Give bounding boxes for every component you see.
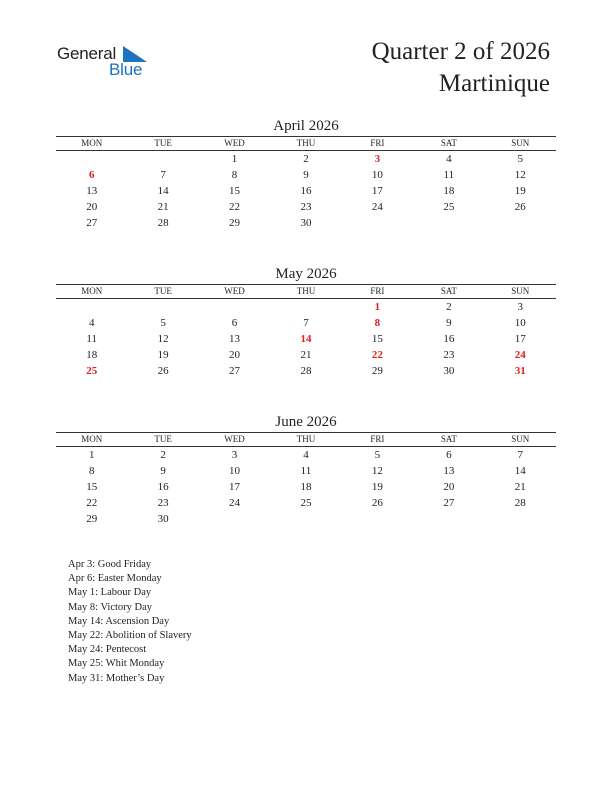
calendar-day: 22 (229, 201, 241, 213)
calendar-day: 19 (514, 185, 526, 197)
weekday-header: THU (270, 433, 341, 447)
calendar-day: 22 (86, 497, 98, 509)
calendar-day: 7 (517, 449, 524, 461)
calendar-day: 17 (229, 481, 241, 493)
calendar-day: 23 (157, 497, 169, 509)
calendar-day: 9 (160, 465, 166, 477)
calendar-week-row (56, 199, 556, 215)
calendar-day: 2 (446, 301, 452, 313)
calendar-day: 27 (229, 365, 241, 377)
holiday-list-item: May 25: Whit Monday (68, 658, 165, 670)
calendar-day: 13 (443, 465, 455, 477)
calendar-day: 20 (443, 481, 455, 493)
holiday-list-item: Apr 6: Easter Monday (68, 573, 162, 585)
calendar-day: 7 (160, 169, 166, 181)
calendar-day: 28 (514, 497, 526, 509)
calendar-day: 14 (157, 185, 169, 197)
calendar-day: 8 (88, 465, 95, 477)
calendar-day: 15 (229, 185, 241, 197)
calendar-day: 21 (157, 201, 169, 213)
calendar-day: 28 (300, 365, 312, 377)
weekday-header: SUN (485, 137, 556, 151)
title-quarter: Quarter 2 of 2026 (371, 38, 550, 65)
calendar-empty-cell (413, 511, 484, 527)
calendar-week-row (56, 463, 556, 479)
month-calendar-june (56, 412, 556, 527)
calendar-week-row (56, 447, 556, 464)
calendar-day: 21 (300, 349, 312, 361)
weekday-header: WED (199, 285, 270, 299)
calendar-day: 10 (229, 465, 241, 477)
calendar-day-holiday: 8 (374, 317, 381, 329)
calendar-day-holiday: 25 (86, 365, 98, 377)
logo-general-text: General (57, 44, 117, 63)
generalblue-logo (57, 44, 157, 84)
calendar-day: 12 (157, 333, 169, 345)
calendar-day: 29 (371, 365, 383, 377)
weekday-header: THU (270, 137, 341, 151)
holiday-list-item: May 31: Mother’s Day (68, 672, 165, 684)
calendar-day: 23 (443, 349, 455, 361)
month-calendar-may (56, 264, 556, 379)
calendar-day: 6 (446, 449, 452, 461)
holiday-list-item: May 8: Victory Day (68, 601, 153, 613)
holiday-list-item: May 24: Pentecost (68, 644, 147, 656)
calendar-day: 18 (443, 185, 455, 197)
weekday-header: SUN (485, 433, 556, 447)
calendar-day: 24 (371, 201, 383, 213)
weekday-header: WED (199, 433, 270, 447)
weekday-header: SAT (413, 433, 484, 447)
calendar-day: 16 (157, 481, 169, 493)
calendar-day: 26 (514, 201, 526, 213)
calendar-week-row (56, 331, 556, 347)
calendar-day: 30 (443, 365, 455, 377)
calendar-day: 2 (303, 153, 309, 165)
title-country: Martinique (438, 70, 550, 97)
weekday-header: WED (199, 137, 270, 151)
calendar-table (56, 432, 556, 527)
calendar-day: 12 (514, 169, 526, 181)
calendar-day: 15 (371, 333, 383, 345)
holiday-list-item: May 1: Labour Day (68, 587, 152, 599)
calendar-day: 27 (86, 217, 98, 229)
calendar-day: 13 (229, 333, 241, 345)
page-title (372, 36, 550, 100)
calendar-day: 3 (517, 301, 524, 313)
calendar-day: 18 (300, 481, 312, 493)
calendar-day-holiday: 24 (514, 349, 526, 361)
calendar-empty-cell (270, 511, 341, 527)
weekday-header: THU (270, 285, 341, 299)
calendar-day: 5 (160, 317, 166, 329)
calendar-day: 9 (446, 317, 452, 329)
month-name: April 2026 (273, 118, 339, 134)
calendar-empty-cell (342, 511, 413, 527)
calendar-day: 10 (371, 169, 383, 181)
calendar-week-row (56, 151, 556, 168)
calendar-day: 25 (443, 201, 455, 213)
calendar-day: 20 (229, 349, 241, 361)
weekday-header: MON (56, 137, 127, 151)
calendar-day: 5 (517, 153, 524, 165)
calendar-day: 26 (157, 365, 169, 377)
calendar-day: 5 (374, 449, 381, 461)
calendar-day: 25 (300, 497, 312, 509)
calendar-day: 6 (231, 317, 238, 329)
calendar-week-row (56, 495, 556, 511)
calendar-day: 19 (371, 481, 383, 493)
calendar-empty-cell (127, 299, 198, 316)
calendar-day: 28 (157, 217, 169, 229)
calendar-week-row (56, 167, 556, 183)
weekday-header: FRI (342, 433, 413, 447)
month-name: June 2026 (275, 414, 337, 430)
calendar-empty-cell (56, 151, 127, 168)
calendar-day: 11 (300, 465, 312, 477)
calendar-empty-cell (485, 511, 556, 527)
calendar-day: 7 (303, 317, 309, 329)
calendar-empty-cell (270, 299, 341, 316)
calendar-empty-cell (342, 215, 413, 231)
month-name: May 2026 (275, 266, 337, 282)
logo-blue-text: Blue (109, 60, 143, 79)
calendar-empty-cell (413, 215, 484, 231)
weekday-header: SUN (485, 285, 556, 299)
calendar-day-holiday: 1 (374, 301, 381, 313)
calendar-day: 17 (371, 185, 383, 197)
calendar-day: 13 (86, 185, 98, 197)
holiday-list-item: Apr 3: Good Friday (68, 559, 152, 570)
weekday-header: SAT (413, 285, 484, 299)
calendar-day: 29 (86, 513, 98, 525)
holiday-list (68, 558, 192, 686)
weekday-header: SAT (413, 137, 484, 151)
calendar-day-holiday: 14 (300, 333, 312, 345)
calendar-empty-cell (56, 299, 127, 316)
calendar-day: 14 (514, 465, 526, 477)
calendar-day-holiday: 6 (88, 169, 95, 181)
calendar-empty-cell (127, 151, 198, 168)
calendar-empty-cell (485, 215, 556, 231)
calendar-day: 20 (86, 201, 98, 213)
calendar-day-holiday: 3 (374, 153, 381, 165)
weekday-header: FRI (342, 137, 413, 151)
calendar-day: 18 (86, 349, 98, 361)
calendar-day: 15 (86, 481, 98, 493)
calendar-week-row (56, 363, 556, 379)
calendar-day-holiday: 31 (514, 365, 526, 377)
calendar-day: 4 (303, 449, 309, 461)
calendar-week-row (56, 479, 556, 495)
calendar-day: 16 (300, 185, 312, 197)
calendar-week-row (56, 299, 556, 316)
calendar-week-row (56, 315, 556, 331)
calendar-day: 11 (86, 333, 97, 345)
calendar-week-row (56, 511, 556, 527)
calendar-week-row (56, 347, 556, 363)
holiday-list-item: May 14: Ascension Day (68, 615, 170, 627)
calendar-day: 10 (514, 317, 526, 329)
weekday-header: MON (56, 285, 127, 299)
month-calendar-april (56, 116, 556, 231)
calendar-day: 30 (157, 513, 169, 525)
calendar-day: 2 (160, 449, 166, 461)
calendar-empty-cell (199, 299, 270, 316)
weekday-header: FRI (342, 285, 413, 299)
holiday-list-item: May 22: Abolition of Slavery (68, 630, 192, 642)
calendar-week-row (56, 215, 556, 231)
calendar-table (56, 136, 556, 231)
calendar-day: 9 (303, 169, 309, 181)
weekday-header: TUE (127, 137, 198, 151)
calendar-day: 3 (231, 449, 238, 461)
calendar-day: 21 (514, 481, 526, 493)
calendar-day: 4 (88, 317, 95, 329)
weekday-header: MON (56, 433, 127, 447)
calendar-day: 23 (300, 201, 312, 213)
calendar-day-holiday: 22 (371, 349, 383, 361)
calendar-day: 1 (231, 153, 238, 165)
calendar-day: 19 (157, 349, 169, 361)
calendar-week-row (56, 183, 556, 199)
weekday-header: TUE (127, 285, 198, 299)
calendar-day: 17 (514, 333, 526, 345)
calendar-day: 16 (443, 333, 455, 345)
calendar-day: 12 (371, 465, 383, 477)
calendar-table (56, 284, 556, 379)
calendar-day: 26 (371, 497, 383, 509)
calendar-day: 1 (88, 449, 95, 461)
calendar-day: 4 (446, 153, 452, 165)
calendar-day: 11 (443, 169, 455, 181)
calendar-empty-cell (199, 511, 270, 527)
calendar-day: 24 (229, 497, 241, 509)
calendar-day: 8 (231, 169, 238, 181)
calendar-day: 27 (443, 497, 455, 509)
weekday-header: TUE (127, 433, 198, 447)
calendar-day: 30 (300, 217, 312, 229)
calendar-day: 29 (229, 217, 241, 229)
